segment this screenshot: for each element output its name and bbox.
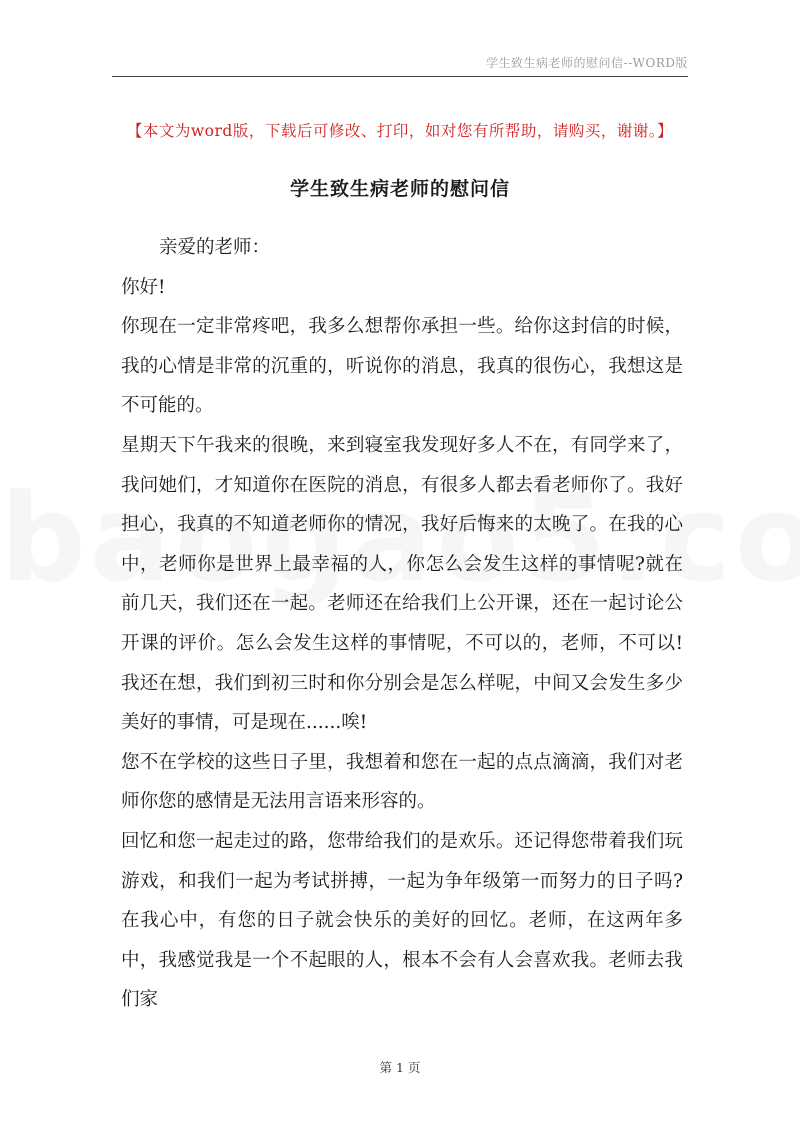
letter-body [121, 228, 683, 1020]
greeting: 你好! [121, 276, 166, 298]
salutation: 亲爱的老师： [159, 237, 271, 258]
document-title: 学生致生病老师的慰问信 [289, 178, 510, 200]
paragraph: 你现在一定非常疼吧，我多么想帮你承担一些。给你这封信的时候，我的心情是非常的沉重的，听说你的消息，我真的很伤心，我想这是不可能的。 [121, 316, 683, 417]
running-title: 学生致生病老师的慰问信--WORD版 [486, 56, 688, 70]
paragraph: 星期天下午我来的很晚，来到寝室我发现好多人不在，有同学来了，我问她们，才知道你在医院的消息，有很多人都去看老师你了。我好担心，我真的不知道老师你的情况，我好后悔来的太晚了。在我的心中，老师你是世界上最幸福的人，你怎么会发生这样的事情呢?就在前几天，我们还在一起。老师还在给我们上公开课，还在一起讨论公开课的评价。怎么会发生这样的事情呢，不可以的，老师，不可以!我还在想，我们到初三时和你分别会是怎么样呢，中间又会发生多少美好的事情，可是现在......唉! [121, 434, 683, 734]
page-header [112, 52, 688, 77]
paragraph: 您不在学校的这些日子里，我想着和您在一起的点点滴滴，我们对老师你您的感情是无法用言语来形容的。 [121, 751, 683, 813]
page-number: 第 1 页 [379, 1060, 421, 1075]
paragraph: 回忆和您一起走过的路，您带给我们的是欢乐。还记得您带着我们玩游戏，和我们一起为考试拼搏，一起为争年级第一而努力的日子吗?在我心中，有您的日子就会快乐的美好的回忆。老师，在这两年多中，我感觉我是一个不起眼的人，根本不会有人会喜欢我。老师去我们家 [121, 830, 683, 1011]
purchase-notice: 【本文为word版，下载后可修改、打印，如对您有所帮助，请购买，谢谢。】 [126, 122, 674, 140]
